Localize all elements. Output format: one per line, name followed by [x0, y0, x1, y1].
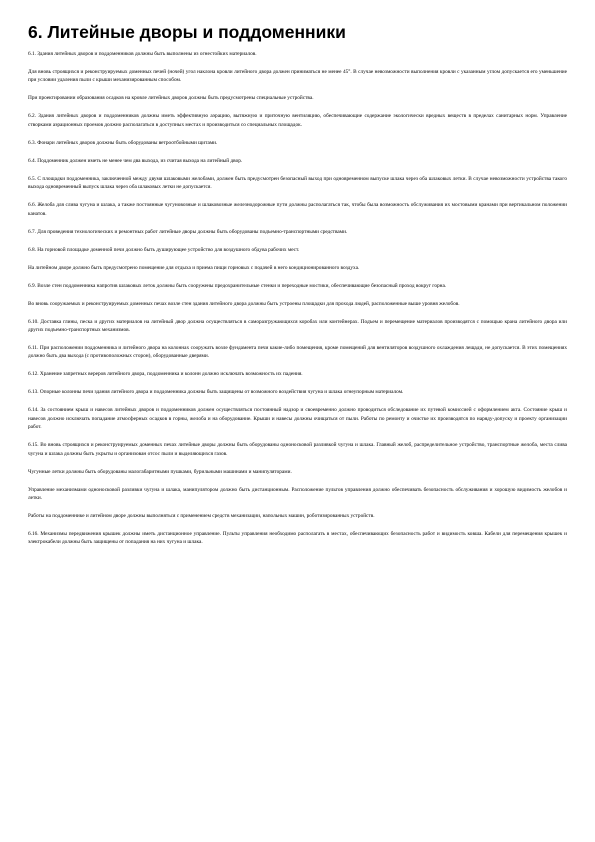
document-paragraph: Во вновь сооружаемых и реконструируемых доменных печах возле стен здания литейного двора должны быть устроены площадки для прохода людей, расположенные выше уровня желобов.	[28, 300, 460, 307]
document-paragraph: Чугунные летки должны быть оборудованы малогабаритными пушками, бурильными машинами и манипуляторами.	[28, 468, 292, 475]
document-paragraph: Управление механизмами одноносковой разливки чугуна и шлака, манипулятором должно быть дистанционным. Расположение пультов управления должно обеспечивать безопасность обслуживания и хорошую видимость желобов и летки.	[28, 486, 567, 502]
document-paragraph: Для вновь строящихся и реконструируемых доменных печей (ночей) угол наклона кровли литейного двора должен приниматься не менее 45°. В случае невозможности выполнения кровли с указанным углом допускается его уменьшение при условии удаления пыли с крыши механизированным способом.	[28, 69, 567, 84]
document-paragraph: 6.16. Механизмы передвижения крышек должны иметь дистанционное управление. Пульты управления необходимо располагать в местах, обеспечивающих безопасность работ и видимость ковша. Кабели для перемещения крышек и электрокабели должны быть защищены от попадания на них чугуна и шлака.	[28, 531, 567, 546]
document-paragraph: 6.13. Опорные колонны печи здания литейного двора и поддоменника должны быть защищены от возможного воздействия чугуна и шлака огнеупорным материалом.	[28, 389, 404, 396]
document-paragraph: 6.15. Во вновь строящихся и реконструируемых доменных печах литейные дворы должны быть оборудованы одноносковой разливкой чугуна и шлака. Главный желоб, распределительное устройство, транспортные желоба, места слива чугуна и шлака должны быть укрыты и организован отсос пыли и выделяющихся газов.	[28, 442, 567, 457]
document-paragraph: Работы на поддоменнике и литейном дворе должны выполняться с применением средств механизации, напольных машин, роботизированных устройств.	[28, 513, 375, 520]
document-paragraph: 6.10. Доставка глины, песка и других материалов на литейный двор должна осуществляться в саморазгружающихся коробах или контейнерах. Подъем и перемещение материалов производятся с помощью крана литейного двора или других подъемно-транспортных механизмов.	[28, 318, 567, 334]
document-paragraph: На литейном дворе должно быть предусмотрено помещение для отдыха и приема пищи горновых с подачей в него кондиционированного воздуха.	[28, 264, 360, 271]
document-paragraph: При проектировании образования осадков на кровле литейных дворов должны быть предусмотрены специальные устройства.	[28, 95, 314, 102]
document-paragraph: 6.11. При расположении поддоменника и литейного двора на колоннах сооружать возле фундамента печи какие-либо помещения, кроме помещений для вентиляторов воздушного охлаждения лещади, не допускается. В этих помещениях должно быть два выхода (с противоположных сторон), оборудованные дверями.	[28, 345, 567, 360]
document-paragraph: 6.9. Возле стен поддоменника напротив шлаковых леток должны быть сооружены предохранительные стенки и переходные мостики, обеспечивающие безопасный проход вокруг горна.	[28, 282, 447, 289]
document-paragraph: 6.3. Фонари литейных дворов должны быть оборудованы ветроотбойными щитами.	[28, 139, 218, 146]
page-title: 6. Литейные дворы и поддоменники	[28, 22, 346, 42]
document-paragraph: 6.7. Для проведения технологических и ремонтных работ литейные дворы должны быть оборудованы подъемно-транспортными средствами.	[28, 228, 348, 235]
document-paragraph: 6.12. Хранение запретных вереров литейного двора, поддоменника и колонн должно исключать возможность их падения.	[28, 371, 303, 378]
document-paragraph: 6.14. За состоянием крыш и навесов литейных дворов и поддоменников должен осуществляться постоянный надзор и своевременно должно проводиться обследование их путевой комиссией с оформлением акта. Состояние крыш и навесов должно исключать попадание атмосферных осадков в горны, желоба и на оборудование. Крыши и навесы должны очищаться от пыли. Работы по ремонту и очистке их производятся по наряду-допуску и проекту организации работ.	[28, 407, 567, 431]
document-body	[28, 50, 567, 547]
document-paragraph: 6.5. С площадки поддоменника, заключенной между двумя шлаковыми желобами, должен быть предусмотрен безопасный выход при одновременном выпуске шлака через оба шлаковых летки. В случае невозможности устройства такого выхода одновременный выпуск шлака через оба шлаковых летки не допускается.	[28, 175, 567, 191]
document-paragraph: 6.4. Поддоменник должен иметь не менее чем два выхода, из считая выхода на литейный двор.	[28, 157, 243, 164]
document-paragraph: 6.8. На горновой площадке доменной печи должно быть душирующее устройство для воздушного обдува рабочих мест.	[28, 246, 300, 253]
document-paragraph: 6.1. Здания литейных дворов и поддоменников должны быть выполнены из огнестойких материалов.	[28, 51, 257, 57]
document-paragraph: 6.6. Желоба для слива чугуна и шлака, а также постоянные чугуновозные и шлаковозные железнодорожные пути должны располагаться так, чтобы была возможность обслуживания их мостовыми кранами при вертикальном положении канатов.	[28, 202, 567, 217]
document-paragraph: 6.2. Здания литейных дворов и поддоменников должны иметь эффективную аэрацию, вытяжную и приточную вентиляцию, обеспечивающие содержание экологически вредных веществ в пределах санитарных норм. Управление створками аэрационных проемов должно располагаться в доступных местах и производиться со специальных площадок.	[28, 113, 567, 128]
